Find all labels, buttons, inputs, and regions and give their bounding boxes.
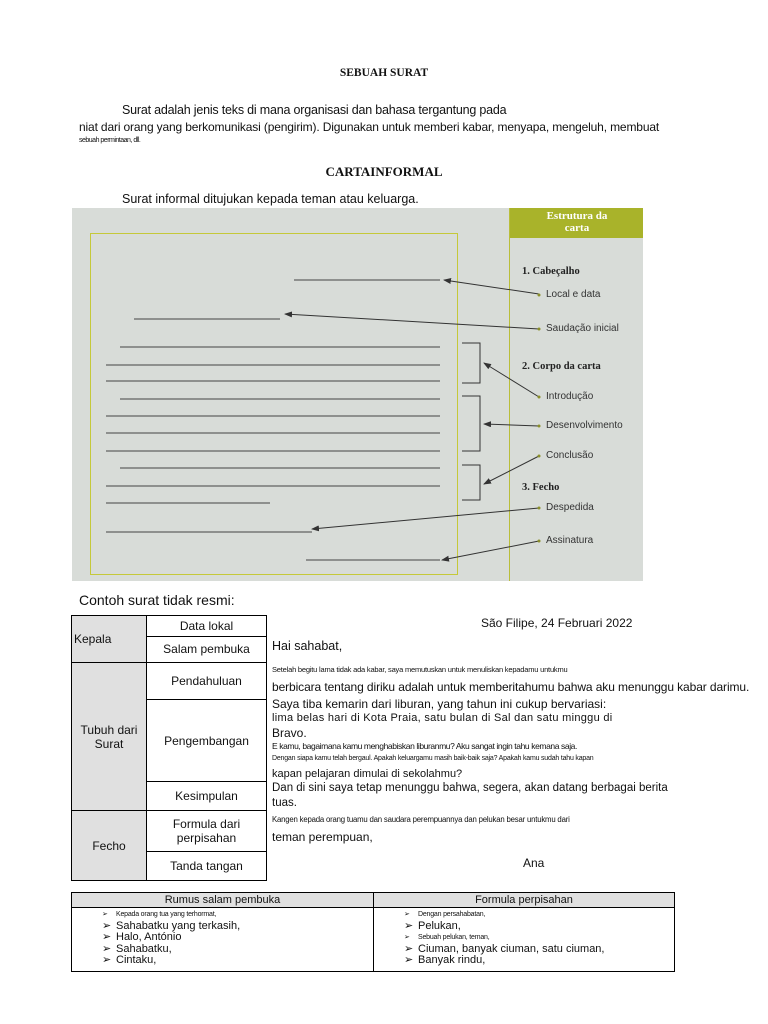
letter-close-small: Kangen kepada orang tuamu dan saudara perempuannya dan pelukan besar untukmu dari: [272, 815, 570, 824]
list-item-text: Dengan persahabatan,: [418, 911, 486, 918]
col-header-perpisahan: Formula perpisahan: [374, 893, 675, 908]
letter-structure-table: [71, 615, 267, 881]
cell-kesimpulan: Kesimpulan: [147, 782, 267, 811]
diagram-lines: [72, 208, 643, 581]
arrow-bullet-icon: ➢: [102, 919, 112, 932]
document-title: SEBUAH SURAT: [339, 67, 429, 79]
list-item: [102, 955, 373, 967]
arrow-bullet-icon: ➢: [404, 919, 414, 932]
intro-line-2: niat dari orang yang berkomunikasi (pengirim). Digunakan untuk memberi kabar, menyapa, mengeluh, membuat: [79, 120, 660, 134]
letter-conclusion-2: tuas.: [272, 797, 297, 809]
list-item-text: Sahabatku,: [116, 942, 172, 955]
letter-intro-small: Setelah begitu lama tidak ada kabar, saya memutuskan untuk menuliskan kepadamu untukmu: [272, 665, 568, 674]
informal-note: Surat informal ditujukan kepada teman atau keluarga.: [122, 192, 419, 206]
letter-greeting: Hai sahabat,: [272, 639, 343, 653]
formula-table: [71, 892, 675, 972]
list-item: [404, 955, 674, 967]
cell-data-lokal: Data lokal: [147, 616, 267, 637]
list-perpisahan: [374, 908, 675, 972]
list-item: [404, 921, 674, 933]
letter-dev-2: lima belas hari di Kota Praia, satu bulan di Sal dan satu minggu di: [272, 712, 613, 724]
arrow-bullet-icon: ➢: [102, 931, 112, 943]
sidebar-header-text: Estrutura da carta: [546, 210, 608, 234]
list-item-text: Kepada orang tua yang terhormat,: [116, 911, 217, 918]
cell-pendahuluan: Pendahuluan: [147, 663, 267, 700]
item-introducao: Introdução: [546, 391, 594, 402]
cell-fecho: Fecho: [72, 811, 147, 881]
section-heading: CARTAINFORMAL: [325, 164, 443, 179]
item-dots: [538, 294, 541, 543]
letter-close-main: teman perempuan,: [272, 830, 373, 844]
arrow-bullet-icon: ➢: [404, 954, 414, 966]
cell-tanda-tangan: Tanda tangan: [147, 852, 267, 881]
list-salam-pembuka: [72, 908, 374, 972]
list-item-text: Pelukan,: [418, 919, 461, 932]
letter-dev-1: Saya tiba kemarin dari liburan, yang tahun ini cukup bervariasi:: [272, 697, 607, 711]
section-title-corpo: 2. Corpo da carta: [522, 361, 601, 372]
item-saudacao-inicial: Saudação inicial: [546, 323, 619, 334]
arrow-bullet-icon: ➢: [102, 942, 112, 955]
cell-formula: [147, 811, 267, 852]
letter-dev-6: kapan pelajaran dimulai di sekolahmu?: [272, 768, 463, 780]
pointer-arrows: [285, 280, 539, 560]
formula-label: Formula dari perpisahan: [172, 817, 241, 846]
list-item-text: Banyak rindu,: [418, 954, 486, 966]
cell-salam-pembuka: Salam pembuka: [147, 636, 267, 663]
arrow-bullet-icon: ➢: [102, 954, 112, 966]
list-item-text: Sebuah pelukan, teman,: [418, 934, 490, 941]
section-title-fecho: 3. Fecho: [522, 482, 560, 493]
text-lines: [106, 280, 440, 560]
list-item-text: Ciuman, banyak ciuman, satu ciuman,: [418, 942, 605, 955]
item-despedida: Despedida: [546, 502, 594, 513]
arrow-bullet-icon: ➢: [404, 911, 410, 918]
letter-conclusion-1: Dan di sini saya tetap menunggu bahwa, segera, akan datang berbagai berita: [272, 782, 668, 794]
cell-pengembangan: Pengembangan: [147, 700, 267, 782]
list-item-text: Halo, António: [116, 931, 182, 943]
arrow-bullet-icon: ➢: [404, 934, 410, 941]
letter-signature: Ana: [523, 856, 545, 870]
example-title: Contoh surat tidak resmi:: [79, 592, 235, 608]
cell-tubuh-surat: [72, 663, 147, 811]
list-item-text: Sahabatku yang terkasih,: [116, 919, 241, 932]
list-item-text: Cintaku,: [116, 954, 157, 966]
section-title-cabecalho: 1. Cabeçalho: [522, 266, 580, 277]
tubuh-label: Tubuh dari Surat: [80, 722, 138, 751]
arrow-bullet-icon: ➢: [102, 911, 108, 918]
letter-dev-4: E kamu, bagaimana kamu menghabiskan liburanmu? Aku sangat ingin tahu kemana saja.: [272, 741, 577, 751]
intro-line-1: Surat adalah jenis teks di mana organisasi dan bahasa tergantung pada: [122, 103, 507, 117]
letter-date: São Filipe, 24 Februari 2022: [481, 616, 633, 630]
intro-line-3: sebuah permintaan, dll.: [79, 137, 141, 144]
item-desenvolvimento: Desenvolvimento: [546, 420, 623, 431]
letter-dev-3: Bravo.: [272, 726, 307, 740]
col-header-salam: Rumus salam pembuka: [72, 893, 374, 908]
item-local-e-data: Local e data: [546, 289, 601, 300]
item-assinatura: Assinatura: [546, 535, 594, 546]
cell-kepala: Kepala: [72, 616, 147, 663]
letter-intro-main: berbicara tentang diriku adalah untuk memberitahumu bahwa aku menunggu kabar darimu.: [272, 680, 750, 694]
letter-dev-5: Dengan siapa kamu telah bergaul. Apakah keluargamu masih baik-baik saja? Apakah kamu sudah tahu kapan: [272, 755, 594, 762]
brackets: [462, 343, 480, 500]
arrow-bullet-icon: ➢: [404, 942, 414, 955]
letter-structure-diagram: [72, 208, 643, 581]
item-conclusao: Conclusão: [546, 450, 594, 461]
